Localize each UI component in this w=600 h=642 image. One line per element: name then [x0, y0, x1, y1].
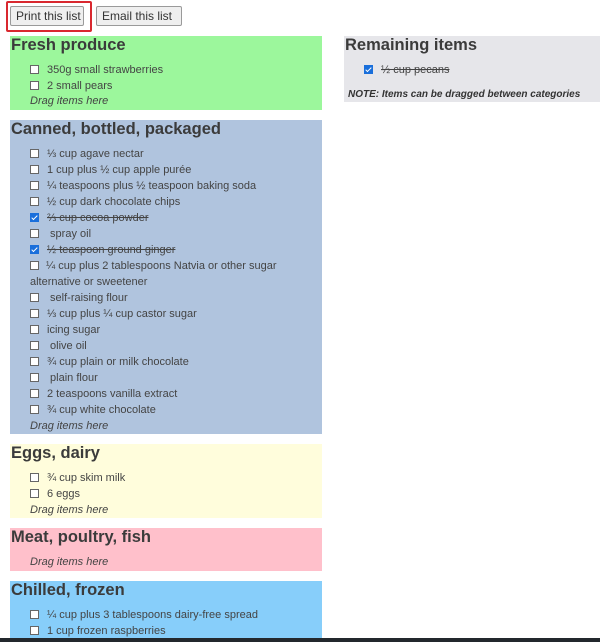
drop-zone-hint[interactable]: Drag items here	[30, 556, 109, 568]
item-checkbox[interactable]	[30, 197, 39, 206]
item-label: ¼ cup plus 3 tablespoons dairy-free spread	[47, 609, 258, 621]
category-title: Chilled, frozen	[11, 581, 125, 599]
item-label: ½ cup pecans	[381, 64, 450, 76]
item-label: ¾ cup white chocolate	[47, 404, 156, 416]
category-canned-bottled-packaged[interactable]	[10, 120, 322, 434]
item-label-text: ¼ cup plus 2 tablespoons Natvia or other sugar alternative or sweetener	[30, 260, 277, 288]
list-item[interactable]	[30, 623, 318, 639]
item-label: 2 teaspoons vanilla extract	[47, 388, 178, 400]
item-label: 1 cup frozen raspberries	[47, 625, 166, 637]
category-title: Fresh produce	[11, 36, 126, 54]
item-checkbox[interactable]	[30, 389, 39, 398]
item-label: ⅓ cup agave nectar	[47, 148, 144, 160]
item-label: 2 small pears	[47, 80, 113, 92]
list-item[interactable]	[30, 178, 318, 194]
item-checkbox[interactable]	[30, 293, 39, 302]
item-checkbox[interactable]	[30, 473, 39, 482]
category-fresh-produce[interactable]	[10, 36, 322, 110]
item-checkbox[interactable]	[364, 65, 373, 74]
item-label: plain flour	[47, 372, 98, 384]
item-checkbox[interactable]	[30, 65, 39, 74]
list-item[interactable]	[30, 226, 318, 242]
list-item[interactable]	[30, 290, 318, 306]
item-label: ¼ teaspoons plus ½ teaspoon baking soda	[47, 180, 257, 192]
item-label: ¾ cup skim milk	[47, 472, 126, 484]
item-checkbox[interactable]	[30, 325, 39, 334]
category-title: Meat, poultry, fish	[11, 528, 151, 546]
item-label: ⅓ cup plus ¼ cup castor sugar	[47, 308, 197, 320]
list-item[interactable]	[30, 162, 318, 178]
category-eggs-dairy[interactable]	[10, 444, 322, 518]
list-item[interactable]	[30, 354, 318, 370]
category-meat-poultry-fish[interactable]	[10, 528, 322, 571]
item-checkbox[interactable]	[30, 261, 39, 270]
item-checkbox[interactable]	[30, 81, 39, 90]
list-item[interactable]	[30, 258, 292, 290]
drop-zone-hint[interactable]: Drag items here	[30, 95, 109, 107]
item-label: icing sugar	[47, 324, 101, 336]
email-list-button[interactable]: Email this list	[96, 6, 182, 26]
item-checkbox[interactable]	[30, 309, 39, 318]
list-item[interactable]	[30, 486, 318, 502]
list-item[interactable]	[30, 242, 318, 258]
item-label: 6 eggs	[47, 488, 81, 500]
drop-zone-hint[interactable]: Drag items here	[30, 420, 109, 432]
category-title: Canned, bottled, packaged	[11, 120, 221, 138]
drop-zone-hint[interactable]: Drag items here	[30, 504, 109, 516]
category-title: Remaining items	[345, 36, 478, 54]
item-label: olive oil	[47, 340, 87, 352]
list-item[interactable]	[30, 607, 318, 623]
list-item[interactable]	[30, 402, 318, 418]
item-checkbox[interactable]	[30, 245, 39, 254]
item-checkbox[interactable]	[30, 165, 39, 174]
item-checkbox[interactable]	[30, 181, 39, 190]
item-checkbox[interactable]	[30, 373, 39, 382]
print-list-button[interactable]: Print this list	[10, 6, 84, 26]
item-label: ½ teaspoon ground ginger	[47, 244, 176, 256]
item-label: spray oil	[47, 228, 92, 240]
item-checkbox[interactable]	[30, 489, 39, 498]
list-item[interactable]	[30, 370, 318, 386]
item-checkbox[interactable]	[30, 229, 39, 238]
category-chilled-frozen[interactable]	[10, 581, 322, 638]
item-checkbox[interactable]	[30, 213, 39, 222]
item-checkbox[interactable]	[30, 626, 39, 635]
item-checkbox[interactable]	[30, 610, 39, 619]
list-item[interactable]	[30, 322, 318, 338]
item-label: ¾ cup plain or milk chocolate	[47, 356, 189, 368]
item-label: 350g small strawberries	[47, 64, 164, 76]
bottom-edge-bar	[0, 638, 600, 642]
item-checkbox[interactable]	[30, 341, 39, 350]
print-button-highlight	[6, 1, 92, 32]
list-item[interactable]	[30, 210, 318, 226]
list-item[interactable]	[30, 338, 318, 354]
item-label: ½ cup dark chocolate chips	[47, 196, 181, 208]
item-label: ⅔ cup cocoa powder	[47, 212, 149, 224]
category-title: Eggs, dairy	[11, 444, 100, 462]
list-item[interactable]	[30, 62, 318, 78]
item-label: 1 cup plus ½ cup apple purée	[47, 164, 192, 176]
list-item[interactable]	[30, 78, 318, 94]
item-label: self-raising flour	[47, 292, 128, 304]
list-item[interactable]	[30, 386, 318, 402]
item-checkbox[interactable]	[30, 357, 39, 366]
drag-note: NOTE: Items can be dragged between categories	[348, 89, 581, 100]
list-item[interactable]	[30, 146, 318, 162]
item-checkbox[interactable]	[30, 405, 39, 414]
item-checkbox[interactable]	[30, 149, 39, 158]
category-remaining-items[interactable]	[344, 36, 600, 102]
list-item[interactable]	[30, 306, 318, 322]
item-label	[27, 260, 277, 288]
list-item[interactable]	[30, 194, 318, 210]
list-item[interactable]	[364, 62, 596, 78]
list-item[interactable]	[30, 470, 318, 486]
